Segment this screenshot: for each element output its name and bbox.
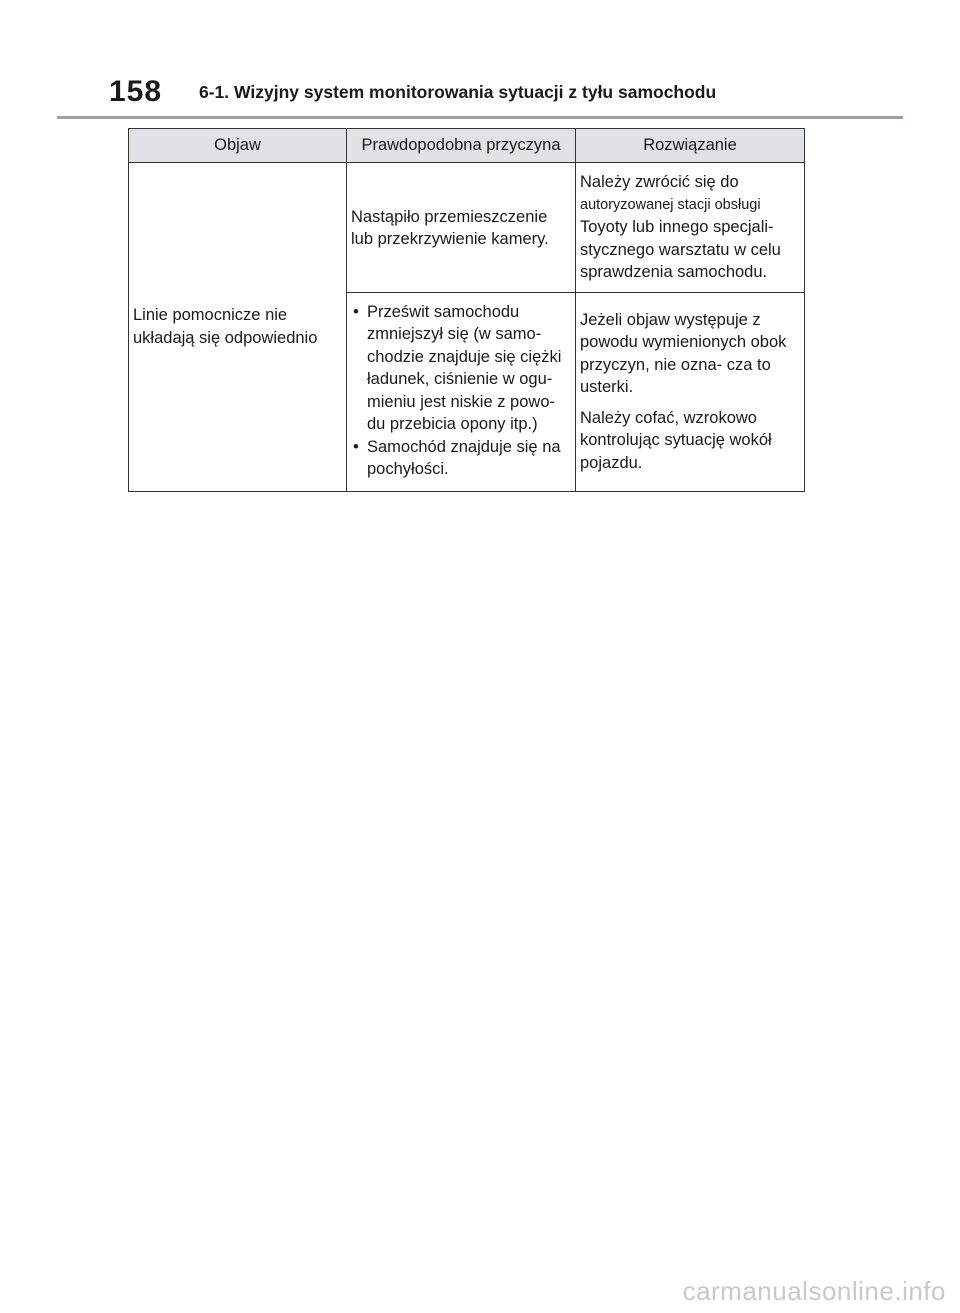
solution-paragraph: Należy cofać, wzrokowo kontrolując sytuację wokół pojazdu. — [580, 408, 772, 472]
cause-cell — [347, 163, 576, 293]
troubleshooting-table — [128, 128, 805, 492]
solution-line: stycznego warsztatu w celu — [580, 240, 781, 259]
solution-paragraph: Jeżeli objaw występuje z powodu wymienionych obok przyczyn, nie ozna- cza to usterki. — [580, 310, 787, 397]
symptom-cell: Linie pomocnicze nie układają się odpowiednio — [129, 163, 347, 492]
solution-cell — [576, 292, 805, 491]
cause-list — [351, 293, 571, 491]
table-row — [129, 163, 805, 293]
page-number: 158 — [109, 75, 163, 108]
column-header-solution: Rozwiązanie — [576, 129, 805, 163]
solution-cell — [576, 163, 805, 293]
cause-text: Nastąpiło przemieszczenie lub przekrzywienie kamery. — [351, 207, 549, 249]
watermark: carmanualsonline.info — [682, 1276, 946, 1306]
solution-line: Należy zwrócić się do — [580, 173, 739, 191]
page-header — [57, 70, 903, 119]
solution-line: autoryzowanej stacji obsługi — [580, 196, 761, 213]
solution-line: Toyoty lub innego specjali- — [580, 218, 774, 236]
solution-text — [580, 163, 800, 292]
section-title: 6-1. Wizyjny system monitorowania sytuacji z tyłu samochodu — [199, 82, 717, 102]
cause-cell — [347, 292, 576, 491]
solution-text — [580, 301, 800, 483]
table-header-row — [129, 129, 805, 163]
cause-list-item: • Prześwit samochodu zmniejszył się (w samo- chodzie znajduje się ciężki ładunek, ciśnienie w ogu- mieniu jest niskie z powo- du przebicia opony itp.) — [351, 301, 571, 436]
column-header-cause: Prawdopodobna przyczyna — [347, 129, 576, 163]
column-header-symptom: Objaw — [129, 129, 347, 163]
solution-line: sprawdzenia samochodu. — [580, 263, 768, 281]
cause-list-item: • Samochód znajduje się na pochyłości. — [351, 436, 571, 481]
